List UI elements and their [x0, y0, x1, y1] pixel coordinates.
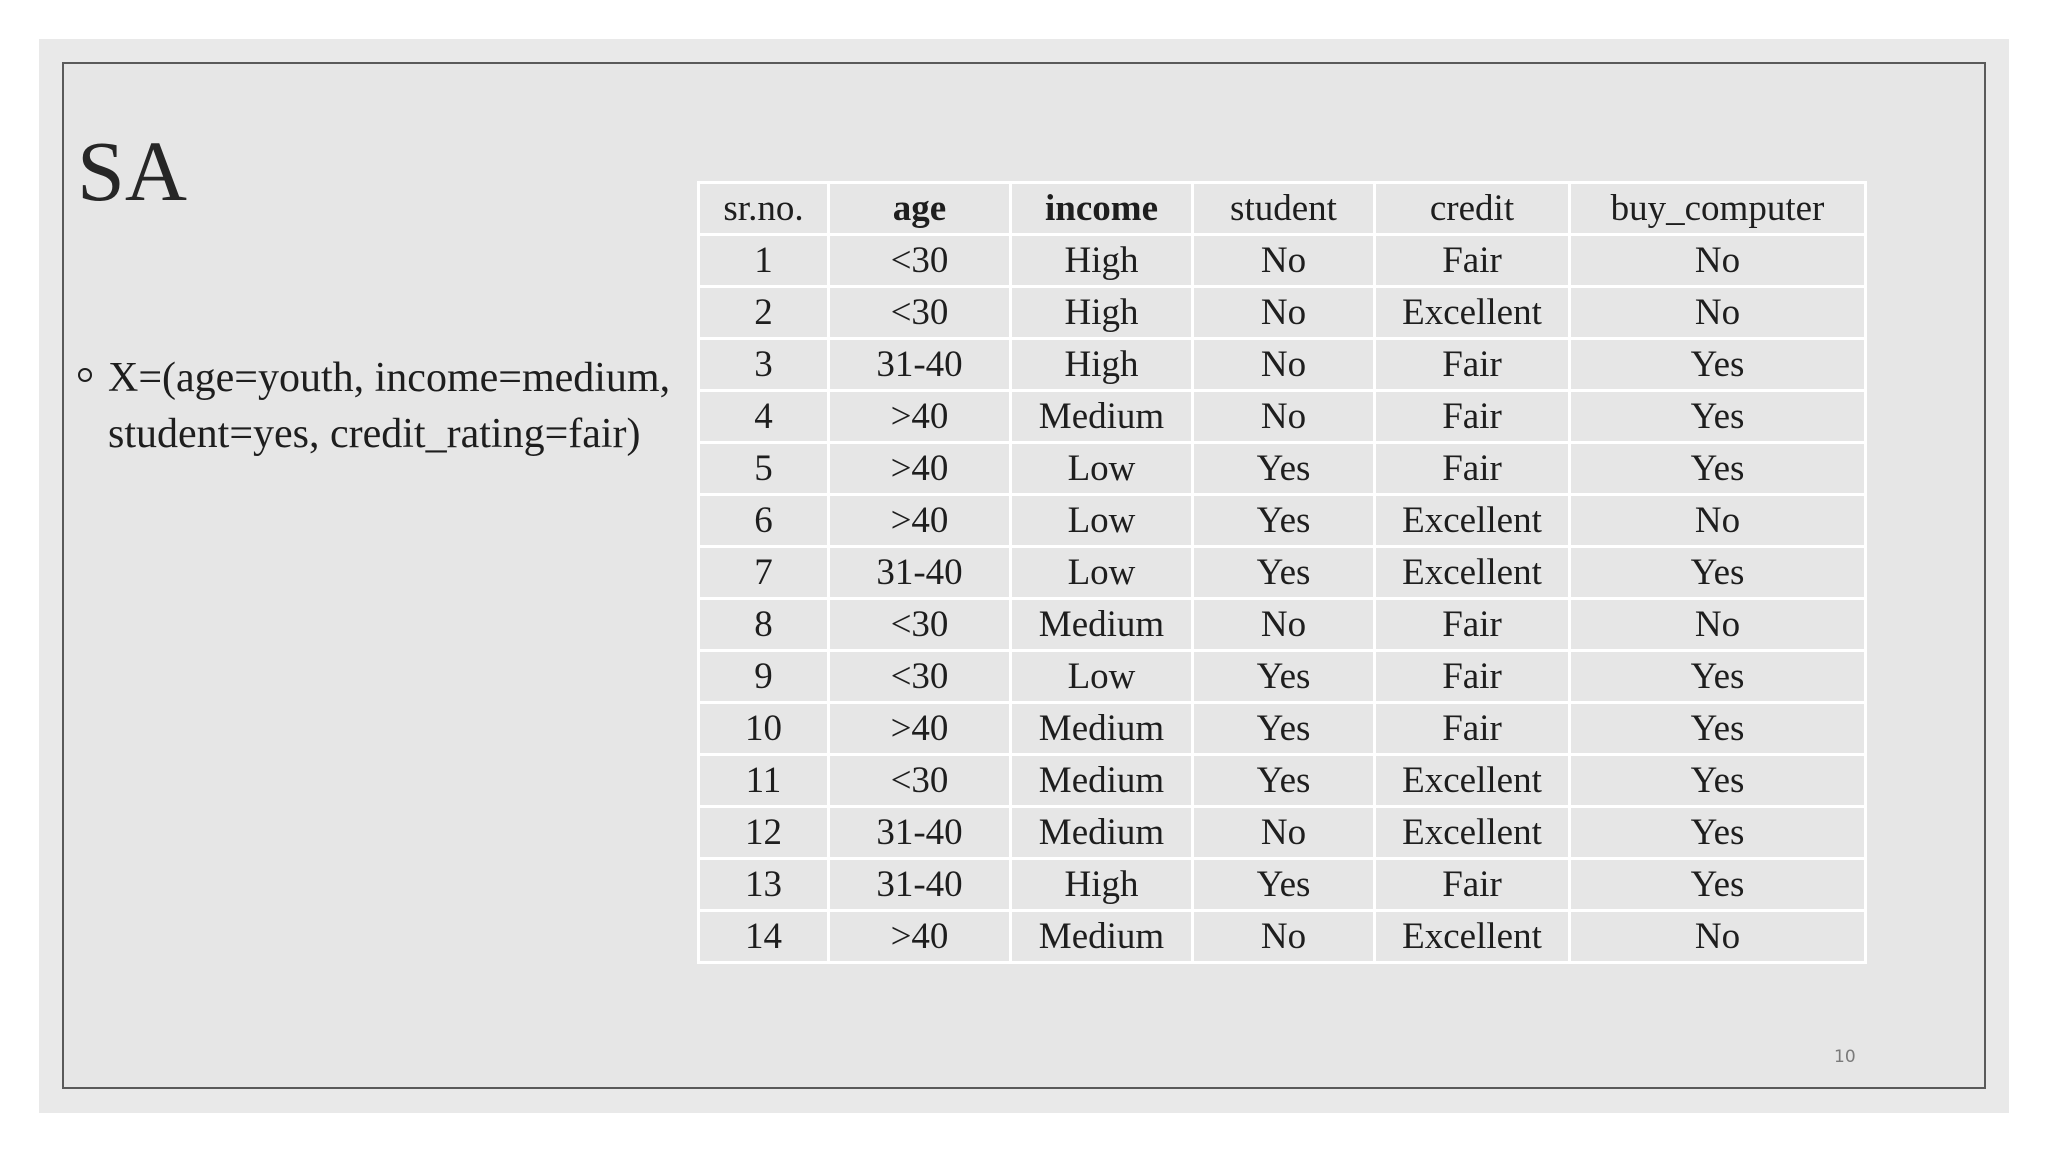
cell-sr-no: 14	[699, 911, 829, 963]
column-header-age: age	[829, 183, 1011, 235]
cell-buy-computer: No	[1570, 235, 1866, 287]
cell-income: Low	[1011, 651, 1193, 703]
cell-income: High	[1011, 287, 1193, 339]
cell-student: No	[1193, 599, 1375, 651]
cell-student: No	[1193, 391, 1375, 443]
cell-income: Low	[1011, 495, 1193, 547]
table-row	[699, 391, 1866, 443]
cell-student: No	[1193, 911, 1375, 963]
cell-buy-computer: Yes	[1570, 807, 1866, 859]
cell-student: No	[1193, 235, 1375, 287]
cell-income: Medium	[1011, 703, 1193, 755]
cell-credit: Excellent	[1375, 495, 1570, 547]
table-header	[699, 183, 1866, 235]
cell-age: >40	[829, 443, 1011, 495]
cell-sr-no: 4	[699, 391, 829, 443]
cell-buy-computer: Yes	[1570, 755, 1866, 807]
data-table	[697, 181, 1867, 964]
cell-buy-computer: Yes	[1570, 339, 1866, 391]
header-row	[699, 183, 1866, 235]
cell-buy-computer: Yes	[1570, 859, 1866, 911]
cell-credit: Fair	[1375, 599, 1570, 651]
cell-credit: Fair	[1375, 651, 1570, 703]
column-header-sr-no: sr.no.	[699, 183, 829, 235]
cell-student: No	[1193, 807, 1375, 859]
slide-title: SA	[77, 123, 187, 219]
cell-age: <30	[829, 287, 1011, 339]
table-row	[699, 703, 1866, 755]
cell-buy-computer: No	[1570, 599, 1866, 651]
table-row	[699, 547, 1866, 599]
table-row	[699, 495, 1866, 547]
bullet-text: X=(age=youth, income=medium, student=yes, credit_rating=fair)	[108, 355, 671, 457]
cell-credit: Fair	[1375, 391, 1570, 443]
table-row	[699, 807, 1866, 859]
cell-sr-no: 2	[699, 287, 829, 339]
cell-buy-computer: No	[1570, 495, 1866, 547]
cell-student: Yes	[1193, 495, 1375, 547]
cell-credit: Excellent	[1375, 911, 1570, 963]
column-header-student: student	[1193, 183, 1375, 235]
cell-student: Yes	[1193, 703, 1375, 755]
cell-sr-no: 12	[699, 807, 829, 859]
cell-buy-computer: Yes	[1570, 443, 1866, 495]
column-header-buy-computer: buy_computer	[1570, 183, 1866, 235]
table-row	[699, 287, 1866, 339]
column-header-credit: credit	[1375, 183, 1570, 235]
cell-age: <30	[829, 599, 1011, 651]
cell-sr-no: 3	[699, 339, 829, 391]
table-row	[699, 443, 1866, 495]
cell-credit: Fair	[1375, 339, 1570, 391]
cell-sr-no: 9	[699, 651, 829, 703]
cell-buy-computer: No	[1570, 287, 1866, 339]
cell-age: 31-40	[829, 807, 1011, 859]
cell-credit: Excellent	[1375, 755, 1570, 807]
table-row	[699, 235, 1866, 287]
table-row	[699, 755, 1866, 807]
cell-age: >40	[829, 495, 1011, 547]
cell-income: Low	[1011, 547, 1193, 599]
cell-credit: Excellent	[1375, 807, 1570, 859]
cell-student: Yes	[1193, 651, 1375, 703]
cell-credit: Fair	[1375, 859, 1570, 911]
cell-student: Yes	[1193, 859, 1375, 911]
cell-credit: Fair	[1375, 703, 1570, 755]
table-row	[699, 651, 1866, 703]
bullet-item	[78, 350, 698, 462]
table-row	[699, 599, 1866, 651]
cell-sr-no: 11	[699, 755, 829, 807]
cell-credit: Fair	[1375, 443, 1570, 495]
cell-age: 31-40	[829, 339, 1011, 391]
cell-buy-computer: No	[1570, 911, 1866, 963]
cell-age: 31-40	[829, 859, 1011, 911]
cell-buy-computer: Yes	[1570, 391, 1866, 443]
cell-sr-no: 1	[699, 235, 829, 287]
cell-credit: Excellent	[1375, 547, 1570, 599]
table-row	[699, 339, 1866, 391]
cell-student: No	[1193, 287, 1375, 339]
cell-buy-computer: Yes	[1570, 703, 1866, 755]
cell-income: Medium	[1011, 391, 1193, 443]
cell-income: High	[1011, 339, 1193, 391]
cell-income: High	[1011, 859, 1193, 911]
cell-income: High	[1011, 235, 1193, 287]
cell-sr-no: 8	[699, 599, 829, 651]
cell-income: Medium	[1011, 599, 1193, 651]
cell-buy-computer: Yes	[1570, 547, 1866, 599]
page-number: 10	[1834, 1047, 1856, 1067]
cell-student: Yes	[1193, 547, 1375, 599]
cell-income: Medium	[1011, 755, 1193, 807]
cell-sr-no: 6	[699, 495, 829, 547]
cell-buy-computer: Yes	[1570, 651, 1866, 703]
cell-sr-no: 10	[699, 703, 829, 755]
cell-credit: Excellent	[1375, 287, 1570, 339]
cell-sr-no: 7	[699, 547, 829, 599]
bullet-circle-icon	[78, 368, 92, 382]
cell-income: Medium	[1011, 807, 1193, 859]
cell-age: >40	[829, 911, 1011, 963]
table-body	[699, 235, 1866, 963]
cell-student: Yes	[1193, 443, 1375, 495]
cell-student: Yes	[1193, 755, 1375, 807]
cell-credit: Fair	[1375, 235, 1570, 287]
cell-student: No	[1193, 339, 1375, 391]
table-row	[699, 911, 1866, 963]
cell-income: Medium	[1011, 911, 1193, 963]
cell-age: <30	[829, 651, 1011, 703]
cell-sr-no: 5	[699, 443, 829, 495]
cell-age: <30	[829, 235, 1011, 287]
cell-sr-no: 13	[699, 859, 829, 911]
cell-income: Low	[1011, 443, 1193, 495]
table-row	[699, 859, 1866, 911]
cell-age: >40	[829, 703, 1011, 755]
cell-age: >40	[829, 391, 1011, 443]
column-header-income: income	[1011, 183, 1193, 235]
cell-age: <30	[829, 755, 1011, 807]
cell-age: 31-40	[829, 547, 1011, 599]
